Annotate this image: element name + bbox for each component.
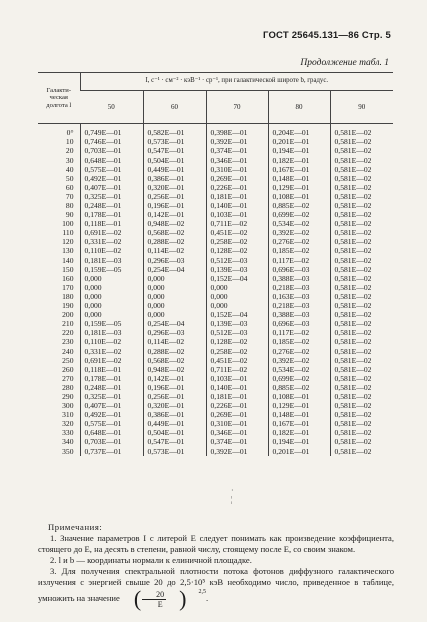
longitude-cell: 190 <box>62 301 74 311</box>
intensity-cell: 0,581E—02 <box>330 447 393 456</box>
latitude-header: 50 <box>80 91 143 124</box>
intensity-cell: 0,581E—02 <box>330 124 393 139</box>
intensity-cell: 0,117E—02 <box>268 329 330 338</box>
notes-title: Примечания: <box>48 522 103 532</box>
intensity-cell: 0,142E—01 <box>143 375 206 384</box>
intensity-cell: 0,288E—02 <box>143 238 206 247</box>
intensity-cell: 0,194E—01 <box>268 438 330 447</box>
radiation-table <box>38 72 393 456</box>
longitude-cell: 300 <box>62 401 74 411</box>
notes-section <box>38 522 394 610</box>
intensity-cell: 0,451E—02 <box>206 356 268 365</box>
longitude-cell: 340 <box>62 437 74 447</box>
longitude-cell: 240 <box>62 346 74 356</box>
table-row <box>38 347 393 356</box>
intensity-cell: 0,159E—05 <box>80 265 143 274</box>
intensity-cell: 0,512E—03 <box>206 256 268 265</box>
intensity-cell: 0,398E—01 <box>206 124 268 139</box>
intensity-cell: 0,129E—01 <box>268 184 330 193</box>
intensity-cell: 0,000 <box>206 284 268 293</box>
longitude-cell: 30 <box>65 155 74 165</box>
intensity-cell: 0,451E—02 <box>206 229 268 238</box>
table-row <box>38 438 393 447</box>
intensity-cell: 0,386E—01 <box>143 174 206 183</box>
intensity-cell: 0,159E—05 <box>80 320 143 329</box>
intensity-cell: 0,948E—02 <box>143 220 206 229</box>
intensity-cell: 0,148E—01 <box>268 174 330 183</box>
intensity-cell: 0,269E—01 <box>206 411 268 420</box>
intensity-cell: 0,568E—02 <box>143 229 206 238</box>
note-1: 1. Значение параметров I с литерой E следует понимать как произведение коэффициента, стоящего до E, на десять в степени, равной числу, стоящему после E, со своим знаком. <box>38 533 394 554</box>
table-row <box>38 247 393 256</box>
longitude-cell: 70 <box>65 191 74 201</box>
intensity-cell: 0,254E—04 <box>143 320 206 329</box>
intensity-units-header: I, с⁻¹ · см⁻² · кэВ⁻¹ · ср⁻¹, при галактической широте b, градус. <box>80 73 393 91</box>
intensity-cell: 0,696E—03 <box>268 265 330 274</box>
intensity-cell: 0,581E—02 <box>330 220 393 229</box>
longitude-cell: 60 <box>65 182 74 192</box>
intensity-cell: 0,185E—02 <box>268 247 330 256</box>
intensity-cell: 0,392E—01 <box>206 138 268 147</box>
intensity-cell: 0,346E—01 <box>206 156 268 165</box>
intensity-cell: 0,581E—02 <box>330 311 393 320</box>
intensity-cell: 0,711E—02 <box>206 365 268 374</box>
intensity-cell: 0,226E—01 <box>206 402 268 411</box>
intensity-cell: 0,256E—01 <box>143 193 206 202</box>
intensity-cell: 0,163E—03 <box>268 293 330 302</box>
intensity-cell: 0,581E—02 <box>330 438 393 447</box>
longitude-cell: 0° <box>66 128 74 138</box>
intensity-cell: 0,581E—02 <box>330 238 393 247</box>
intensity-cell: 0,581E—02 <box>330 329 393 338</box>
intensity-cell: 0,581E—02 <box>330 384 393 393</box>
intensity-cell: 0,152E—04 <box>206 275 268 284</box>
intensity-cell: 0,581E—02 <box>330 356 393 365</box>
intensity-cell: 0,581E—02 <box>330 156 393 165</box>
intensity-cell: 0,000 <box>80 293 143 302</box>
intensity-cell: 0,581E—02 <box>330 147 393 156</box>
intensity-cell: 0,178E—01 <box>80 211 143 220</box>
longitude-cell: 290 <box>62 391 74 401</box>
intensity-cell: 0,258E—02 <box>206 238 268 247</box>
intensity-cell: 0,129E—01 <box>268 402 330 411</box>
intensity-cell: 0,703E—01 <box>80 147 143 156</box>
page-header: ГОСТ 25645.131—86 Стр. 5 <box>262 30 391 41</box>
latitude-header: 70 <box>206 91 268 124</box>
intensity-cell: 0,196E—01 <box>143 384 206 393</box>
intensity-cell: 0,581E—02 <box>330 138 393 147</box>
intensity-cell: 0,581E—02 <box>330 247 393 256</box>
intensity-cell: 0,248E—01 <box>80 384 143 393</box>
intensity-cell: 0,000 <box>143 293 206 302</box>
intensity-cell: 0,582E—01 <box>143 124 206 139</box>
longitude-cell: 160 <box>62 273 74 283</box>
intensity-cell: 0,407E—01 <box>80 184 143 193</box>
intensity-cell: 0,296E—03 <box>143 256 206 265</box>
intensity-cell: 0,256E—01 <box>143 393 206 402</box>
note-2: 2. l и b — координаты нормали к елиничной площадке. <box>50 555 252 565</box>
intensity-cell: 0,226E—01 <box>206 184 268 193</box>
intensity-cell: 0,573E—01 <box>143 447 206 456</box>
intensity-cell: 0,534E—02 <box>268 220 330 229</box>
intensity-cell: 0,696E—03 <box>268 320 330 329</box>
intensity-cell: 0,648E—01 <box>80 156 143 165</box>
intensity-cell: 0,320E—01 <box>143 184 206 193</box>
intensity-cell: 0,142E—01 <box>143 211 206 220</box>
intensity-cell: 0,182E—01 <box>268 429 330 438</box>
intensity-cell: 0,749E—01 <box>80 124 143 139</box>
intensity-cell: 0,581E—02 <box>330 256 393 265</box>
intensity-cell: 0,181E—03 <box>80 256 143 265</box>
longitude-cell: 220 <box>62 328 74 338</box>
intensity-cell: 0,139E—03 <box>206 320 268 329</box>
longitude-cell: 200 <box>62 310 74 320</box>
intensity-cell: 0,110E—02 <box>80 338 143 347</box>
table-row <box>38 124 393 139</box>
intensity-cell: 0,449E—01 <box>143 165 206 174</box>
intensity-cell: 0,000 <box>143 311 206 320</box>
intensity-cell: 0,746E—01 <box>80 138 143 147</box>
table-row <box>38 156 393 165</box>
intensity-cell: 0,325E—01 <box>80 193 143 202</box>
intensity-cell: 0,276E—02 <box>268 238 330 247</box>
intensity-cell: 0,108E—01 <box>268 393 330 402</box>
intensity-cell: 0,581E—02 <box>330 429 393 438</box>
intensity-cell: 0,581E—02 <box>330 365 393 374</box>
intensity-cell: 0,392E—02 <box>268 229 330 238</box>
longitude-cell: 80 <box>65 201 74 210</box>
intensity-cell: 0,118E—01 <box>80 365 143 374</box>
longitude-cell: 310 <box>62 410 74 420</box>
intensity-cell: 0,181E—03 <box>80 329 143 338</box>
intensity-cell: 0,573E—01 <box>143 138 206 147</box>
note-3 <box>38 566 394 610</box>
intensity-cell: 0,581E—02 <box>330 184 393 193</box>
longitude-cell: 330 <box>62 428 74 438</box>
intensity-cell: 0,000 <box>80 311 143 320</box>
intensity-cell: 0,254E—04 <box>143 265 206 274</box>
fraction-exponent: 2,5 <box>198 588 206 595</box>
intensity-cell: 0,118E—01 <box>80 220 143 229</box>
longitude-cell: 130 <box>62 246 74 256</box>
intensity-cell: 0,581E—02 <box>330 174 393 183</box>
table-row <box>38 447 393 456</box>
intensity-cell: 0,492E—01 <box>80 174 143 183</box>
longitude-column-header: Галакти-ческая долгота l <box>38 73 80 124</box>
intensity-cell: 0,114E—02 <box>143 338 206 347</box>
intensity-cell: 0,392E—02 <box>268 356 330 365</box>
intensity-cell: 0,575E—01 <box>80 420 143 429</box>
intensity-cell: 0,201E—01 <box>268 447 330 456</box>
intensity-cell: 0,547E—01 <box>143 147 206 156</box>
intensity-cell: 0,258E—02 <box>206 347 268 356</box>
intensity-cell: 0,691E—02 <box>80 356 143 365</box>
intensity-cell: 0,449E—01 <box>143 420 206 429</box>
intensity-cell: 0,128E—02 <box>206 338 268 347</box>
right-paren: ) <box>179 586 187 611</box>
intensity-cell: 0,000 <box>206 302 268 311</box>
intensity-cell: 0,218E—03 <box>268 302 330 311</box>
intensity-cell: 0,181E—01 <box>206 393 268 402</box>
intensity-cell: 0,703E—01 <box>80 438 143 447</box>
intensity-cell: 0,581E—02 <box>330 393 393 402</box>
left-paren: ( <box>133 586 142 611</box>
longitude-cell: 140 <box>62 255 74 265</box>
intensity-cell: 0,110E—02 <box>80 247 143 256</box>
fraction-denominator: E <box>157 599 163 609</box>
intensity-cell: 0,325E—01 <box>80 393 143 402</box>
intensity-cell: 0,581E—02 <box>330 275 393 284</box>
longitude-cell: 100 <box>62 219 74 229</box>
intensity-cell: 0,737E—01 <box>80 447 143 456</box>
intensity-cell: 0,581E—02 <box>330 320 393 329</box>
longitude-cell: 260 <box>62 364 74 374</box>
intensity-cell: 0,581E—02 <box>330 193 393 202</box>
intensity-cell: 0,581E—02 <box>330 302 393 311</box>
intensity-cell: 0,140E—01 <box>206 202 268 211</box>
note-3-text: 3. Для получения спектральной плотности потока фотонов диффузного галактического излучения с энергией свыше 20 до 2,5·10⁵ кэВ необходимо число, приведенное в таблице, умножить на значение <box>38 566 394 603</box>
intensity-cell: 0,581E—02 <box>330 411 393 420</box>
energy-fraction <box>122 586 209 611</box>
intensity-cell: 0,182E—01 <box>268 156 330 165</box>
fraction-numerator: 20 <box>142 590 166 600</box>
intensity-cell: 0,699E—02 <box>268 375 330 384</box>
intensity-cell: 0,374E—01 <box>206 147 268 156</box>
table-row <box>38 338 393 347</box>
intensity-cell: 0,000 <box>80 284 143 293</box>
intensity-cell: 0,374E—01 <box>206 438 268 447</box>
intensity-cell: 0,148E—01 <box>268 411 330 420</box>
intensity-cell: 0,218E—03 <box>268 284 330 293</box>
latitude-header: 90 <box>330 91 393 124</box>
longitude-cell: 120 <box>62 237 74 247</box>
intensity-cell: 0,000 <box>80 275 143 284</box>
latitude-header: 80 <box>268 91 330 124</box>
intensity-cell: 0,310E—01 <box>206 420 268 429</box>
intensity-cell: 0,388E—03 <box>268 275 330 284</box>
intensity-cell: 0,581E—02 <box>330 202 393 211</box>
intensity-cell: 0,194E—01 <box>268 147 330 156</box>
intensity-cell: 0,492E—01 <box>80 411 143 420</box>
intensity-cell: 0,320E—01 <box>143 402 206 411</box>
longitude-cell: 250 <box>62 355 74 365</box>
intensity-cell: 0,114E—02 <box>143 247 206 256</box>
intensity-cell: 0,103E—01 <box>206 375 268 384</box>
intensity-cell: 0,504E—01 <box>143 156 206 165</box>
longitude-cell: 20 <box>65 146 74 156</box>
intensity-cell: 0,581E—02 <box>330 265 393 274</box>
intensity-cell: 0,140E—01 <box>206 384 268 393</box>
intensity-cell: 0,648E—01 <box>80 429 143 438</box>
intensity-cell: 0,948E—02 <box>143 365 206 374</box>
intensity-cell: 0,581E—02 <box>330 375 393 384</box>
intensity-cell: 0,581E—02 <box>330 402 393 411</box>
longitude-cell: 40 <box>65 164 74 174</box>
intensity-cell: 0,000 <box>80 302 143 311</box>
intensity-cell: 0,000 <box>143 275 206 284</box>
intensity-cell: 0,269E—01 <box>206 174 268 183</box>
intensity-cell: 0,568E—02 <box>143 356 206 365</box>
intensity-cell: 0,407E—01 <box>80 402 143 411</box>
intensity-cell: 0,512E—03 <box>206 329 268 338</box>
table-row <box>38 147 393 156</box>
intensity-cell: 0,691E—02 <box>80 229 143 238</box>
intensity-cell: 0,185E—02 <box>268 338 330 347</box>
intensity-cell: 0,248E—01 <box>80 202 143 211</box>
longitude-cell: 170 <box>62 282 74 292</box>
latitude-header-row <box>38 91 393 124</box>
intensity-cell: 0,000 <box>143 302 206 311</box>
intensity-cell: 0,117E—02 <box>268 256 330 265</box>
intensity-cell: 0,885E—02 <box>268 202 330 211</box>
longitude-cell: 210 <box>62 319 74 329</box>
intensity-cell: 0,310E—01 <box>206 165 268 174</box>
intensity-cell: 0,288E—02 <box>143 347 206 356</box>
longitude-cell: 320 <box>62 419 74 429</box>
intensity-cell: 0,103E—01 <box>206 211 268 220</box>
intensity-cell: 0,392E—01 <box>206 447 268 456</box>
note-3-end: . <box>206 592 209 603</box>
table-continuation-label: Продолжение табл. 1 <box>300 58 389 68</box>
longitude-cell: 230 <box>62 337 74 347</box>
intensity-cell: 0,581E—02 <box>330 211 393 220</box>
intensity-cell: 0,581E—02 <box>330 420 393 429</box>
intensity-cell: 0,201E—01 <box>268 138 330 147</box>
intensity-cell: 0,534E—02 <box>268 365 330 374</box>
longitude-cell: 90 <box>65 210 74 220</box>
intensity-cell: 0,204E—01 <box>268 124 330 139</box>
intensity-cell: 0,128E—02 <box>206 247 268 256</box>
intensity-cell: 0,139E—03 <box>206 265 268 274</box>
intensity-cell: 0,581E—02 <box>330 293 393 302</box>
intensity-cell: 0,388E—03 <box>268 311 330 320</box>
intensity-cell: 0,152E—04 <box>206 311 268 320</box>
intensity-cell: 0,296E—03 <box>143 329 206 338</box>
intensity-cell: 0,711E—02 <box>206 220 268 229</box>
longitude-cell: 110 <box>62 228 74 238</box>
table-body <box>38 124 393 457</box>
intensity-cell: 0,386E—01 <box>143 411 206 420</box>
intensity-cell: 0,581E—02 <box>330 229 393 238</box>
intensity-cell: 0,581E—02 <box>330 338 393 347</box>
intensity-cell: 0,575E—01 <box>80 165 143 174</box>
longitude-cell: 150 <box>62 264 74 274</box>
longitude-cell: 10 <box>65 137 74 147</box>
scan-mark: · ¦ <box>231 486 234 504</box>
intensity-cell: 0,167E—01 <box>268 420 330 429</box>
intensity-cell: 0,000 <box>206 293 268 302</box>
intensity-cell: 0,331E—02 <box>80 238 143 247</box>
intensity-cell: 0,581E—02 <box>330 165 393 174</box>
intensity-cell: 0,504E—01 <box>143 429 206 438</box>
intensity-cell: 0,276E—02 <box>268 347 330 356</box>
intensity-cell: 0,885E—02 <box>268 384 330 393</box>
intensity-cell: 0,196E—01 <box>143 202 206 211</box>
longitude-cell: 280 <box>62 382 74 392</box>
intensity-cell: 0,108E—01 <box>268 193 330 202</box>
intensity-cell: 0,346E—01 <box>206 429 268 438</box>
intensity-cell: 0,178E—01 <box>80 375 143 384</box>
intensity-cell: 0,581E—02 <box>330 284 393 293</box>
intensity-cell: 0,699E—02 <box>268 211 330 220</box>
intensity-cell: 0,167E—01 <box>268 165 330 174</box>
intensity-cell: 0,331E—02 <box>80 347 143 356</box>
intensity-cell: 0,581E—02 <box>330 347 393 356</box>
longitude-cell: 180 <box>62 291 74 301</box>
intensity-cell: 0,547E—01 <box>143 438 206 447</box>
longitude-cell: 270 <box>62 373 74 383</box>
latitude-header: 60 <box>143 91 206 124</box>
intensity-cell: 0,181E—01 <box>206 193 268 202</box>
longitude-cell: 50 <box>65 173 74 183</box>
intensity-cell: 0,000 <box>143 284 206 293</box>
longitude-cell: 350 <box>62 446 74 456</box>
